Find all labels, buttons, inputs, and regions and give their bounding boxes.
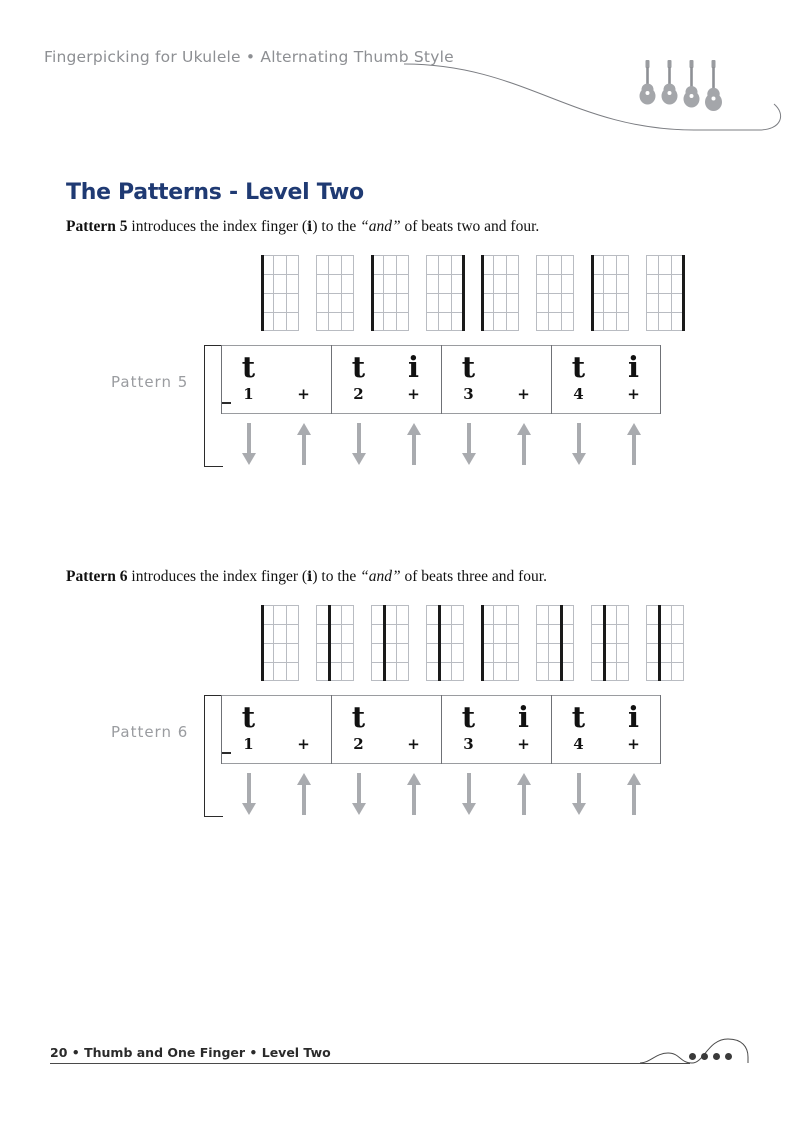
arrow-cell <box>441 423 496 465</box>
pattern-5-intro-text-3: of beats two and four. <box>404 218 540 235</box>
ukulele-icon <box>639 60 656 112</box>
finger-symbol: t <box>461 700 476 735</box>
pattern-6-chord-grid-row <box>252 605 692 681</box>
beat-cell <box>331 696 386 763</box>
beat-count: 2 <box>353 385 364 404</box>
chord-grid <box>536 605 574 681</box>
chord-grid <box>261 605 299 681</box>
barline <box>221 695 222 764</box>
beat-count: + <box>297 735 310 754</box>
footer-dot <box>725 1053 732 1060</box>
page-footer <box>44 1033 750 1093</box>
beat-count: 4 <box>573 385 584 404</box>
arrow-down-icon <box>572 773 586 815</box>
chord-grid-cell <box>417 255 472 331</box>
beat-cell <box>386 346 441 413</box>
finger-symbol: t <box>461 350 476 385</box>
arrow-cell <box>496 423 551 465</box>
page-header <box>44 48 750 143</box>
beat-cell <box>441 346 496 413</box>
arrow-cell <box>606 423 661 465</box>
arrow-cell <box>386 773 441 815</box>
ukulele-icon-group <box>639 60 722 112</box>
arrow-down-icon <box>462 773 476 815</box>
arrow-down-icon <box>352 423 366 465</box>
barline <box>660 695 661 764</box>
pattern-5-name: Pattern 5 <box>66 218 128 235</box>
header-title: Fingerpicking for Ukulele • Alternating Thumb Style <box>44 48 454 66</box>
finger-symbol: i <box>627 350 640 385</box>
chord-grid <box>536 255 574 331</box>
pattern-6-name: Pattern 6 <box>66 568 128 586</box>
pattern-5-staff <box>221 345 661 414</box>
chord-grid-cell <box>307 255 362 331</box>
arrow-cell <box>441 773 496 815</box>
arrow-up-icon <box>627 773 641 815</box>
arrow-up-icon <box>297 773 311 815</box>
beat-cell <box>331 346 386 413</box>
chord-grid-cell <box>362 605 417 681</box>
barline <box>660 345 661 414</box>
barline <box>551 695 552 764</box>
ukulele-icon <box>661 60 678 112</box>
beat-count: 3 <box>463 735 474 754</box>
beat-cell <box>606 346 661 413</box>
beat-count: + <box>627 385 640 404</box>
main-content <box>66 180 726 855</box>
chord-grid <box>481 255 519 331</box>
finger-symbol: i <box>627 700 640 735</box>
arrow-cell <box>221 773 276 815</box>
chord-grid <box>371 255 409 331</box>
beat-count: 2 <box>353 735 364 754</box>
pattern-5-intro-text-2: ) to the <box>312 218 357 235</box>
finger-symbol: t <box>351 700 366 735</box>
beat-count: + <box>407 735 420 754</box>
ukulele-icon <box>705 60 722 112</box>
chord-grid <box>591 255 629 331</box>
pattern-6-intro-quote: “and” <box>360 568 401 586</box>
footer-dot <box>713 1053 720 1060</box>
arrow-up-icon <box>407 773 421 815</box>
chord-grid-cell <box>527 605 582 681</box>
beat-count: 3 <box>463 385 474 404</box>
pattern-5-intro-quote: “and” <box>360 218 401 235</box>
pattern-6-staff <box>221 695 661 764</box>
finger-symbol: t <box>241 350 256 385</box>
arrow-cell <box>221 423 276 465</box>
arrow-cell <box>496 773 551 815</box>
arrow-cell <box>551 423 606 465</box>
chord-grid-cell <box>637 605 692 681</box>
beat-count: 4 <box>573 735 584 754</box>
chord-grid-cell <box>307 605 362 681</box>
finger-symbol: t <box>571 700 586 735</box>
pattern-5-intro-text-1: introduces the index finger ( <box>131 218 308 235</box>
arrow-up-icon <box>517 773 531 815</box>
chord-grid <box>316 255 354 331</box>
arrow-down-icon <box>462 423 476 465</box>
footer-text: 20 • Thumb and One Finger • Level Two <box>50 1045 331 1060</box>
chord-grid-cell <box>362 255 417 331</box>
chord-grid-cell <box>582 255 637 331</box>
pattern-5-strum-arrows <box>221 423 661 465</box>
chord-grid <box>646 605 684 681</box>
beat-count: 1 <box>243 735 254 754</box>
finger-symbol: i <box>517 700 530 735</box>
beat-cell <box>276 346 331 413</box>
chord-grid-cell <box>472 255 527 331</box>
chord-grid <box>426 255 464 331</box>
barline <box>331 345 332 414</box>
chord-grid-cell <box>527 255 582 331</box>
arrow-cell <box>331 423 386 465</box>
arrow-cell <box>386 423 441 465</box>
arrow-down-icon <box>352 773 366 815</box>
beat-cell <box>606 696 661 763</box>
beat-count: 1 <box>243 385 254 404</box>
barline <box>221 345 222 414</box>
beat-cell <box>551 696 606 763</box>
arrow-up-icon <box>517 423 531 465</box>
pattern-5-label: Pattern 5 <box>111 373 189 392</box>
beat-cell <box>496 696 551 763</box>
pattern-6-intro <box>66 567 726 587</box>
arrow-cell <box>551 773 606 815</box>
footer-dot <box>689 1053 696 1060</box>
page-title: The Patterns - Level Two <box>66 180 364 205</box>
header-swoosh-decoration <box>404 42 794 142</box>
pattern-5-chord-grid-row <box>252 255 692 331</box>
beat-cell <box>221 346 276 413</box>
beat-cell <box>496 346 551 413</box>
chord-grid-cell <box>637 255 692 331</box>
pattern-6-index-symbol: i <box>307 569 313 586</box>
beat-cell <box>441 696 496 763</box>
chord-grid <box>426 605 464 681</box>
beat-count: + <box>517 735 530 754</box>
chord-grid-cell <box>252 605 307 681</box>
chord-grid <box>261 255 299 331</box>
pattern-6-label: Pattern 6 <box>111 723 189 742</box>
beat-count: + <box>407 385 420 404</box>
pattern-6-diagram <box>66 605 726 855</box>
arrow-cell <box>606 773 661 815</box>
pattern-6-intro-text-3: of beats three and four. <box>404 568 547 586</box>
barline <box>441 345 442 414</box>
footer-rule <box>50 1063 690 1064</box>
chord-grid-cell <box>472 605 527 681</box>
pattern-6-intro-text-1: introduces the index finger ( <box>131 568 308 586</box>
chord-grid <box>371 605 409 681</box>
chord-grid-cell <box>417 605 472 681</box>
chord-grid <box>646 255 684 331</box>
chord-grid-cell <box>252 255 307 331</box>
finger-symbol: i <box>407 350 420 385</box>
chord-grid-cell <box>582 605 637 681</box>
footer-swoosh-decoration <box>640 1033 750 1088</box>
ukulele-icon <box>683 60 700 112</box>
arrow-cell <box>276 773 331 815</box>
arrow-down-icon <box>572 423 586 465</box>
arrow-cell <box>331 773 386 815</box>
beat-cell <box>276 696 331 763</box>
arrow-up-icon <box>297 423 311 465</box>
barline <box>331 695 332 764</box>
arrow-down-icon <box>242 773 256 815</box>
chord-grid <box>481 605 519 681</box>
finger-symbol: t <box>241 700 256 735</box>
arrow-down-icon <box>242 423 256 465</box>
chord-grid <box>591 605 629 681</box>
finger-symbol: t <box>351 350 366 385</box>
beat-cell <box>551 346 606 413</box>
beat-count: + <box>627 735 640 754</box>
chord-grid <box>316 605 354 681</box>
barline <box>551 345 552 414</box>
footer-dots <box>689 1053 732 1060</box>
arrow-up-icon <box>407 423 421 465</box>
pattern-6-intro-text-2: ) to the <box>312 568 357 586</box>
footer-dot <box>701 1053 708 1060</box>
finger-symbol: t <box>571 350 586 385</box>
pattern-5-index-symbol: i <box>307 219 313 235</box>
pattern-5-diagram <box>66 255 726 505</box>
arrow-up-icon <box>627 423 641 465</box>
beat-count: + <box>517 385 530 404</box>
beat-cell <box>386 696 441 763</box>
barline <box>441 695 442 764</box>
pattern-6-strum-arrows <box>221 773 661 815</box>
beat-count: + <box>297 385 310 404</box>
beat-cell <box>221 696 276 763</box>
pattern-5-intro <box>66 217 726 237</box>
arrow-cell <box>276 423 331 465</box>
